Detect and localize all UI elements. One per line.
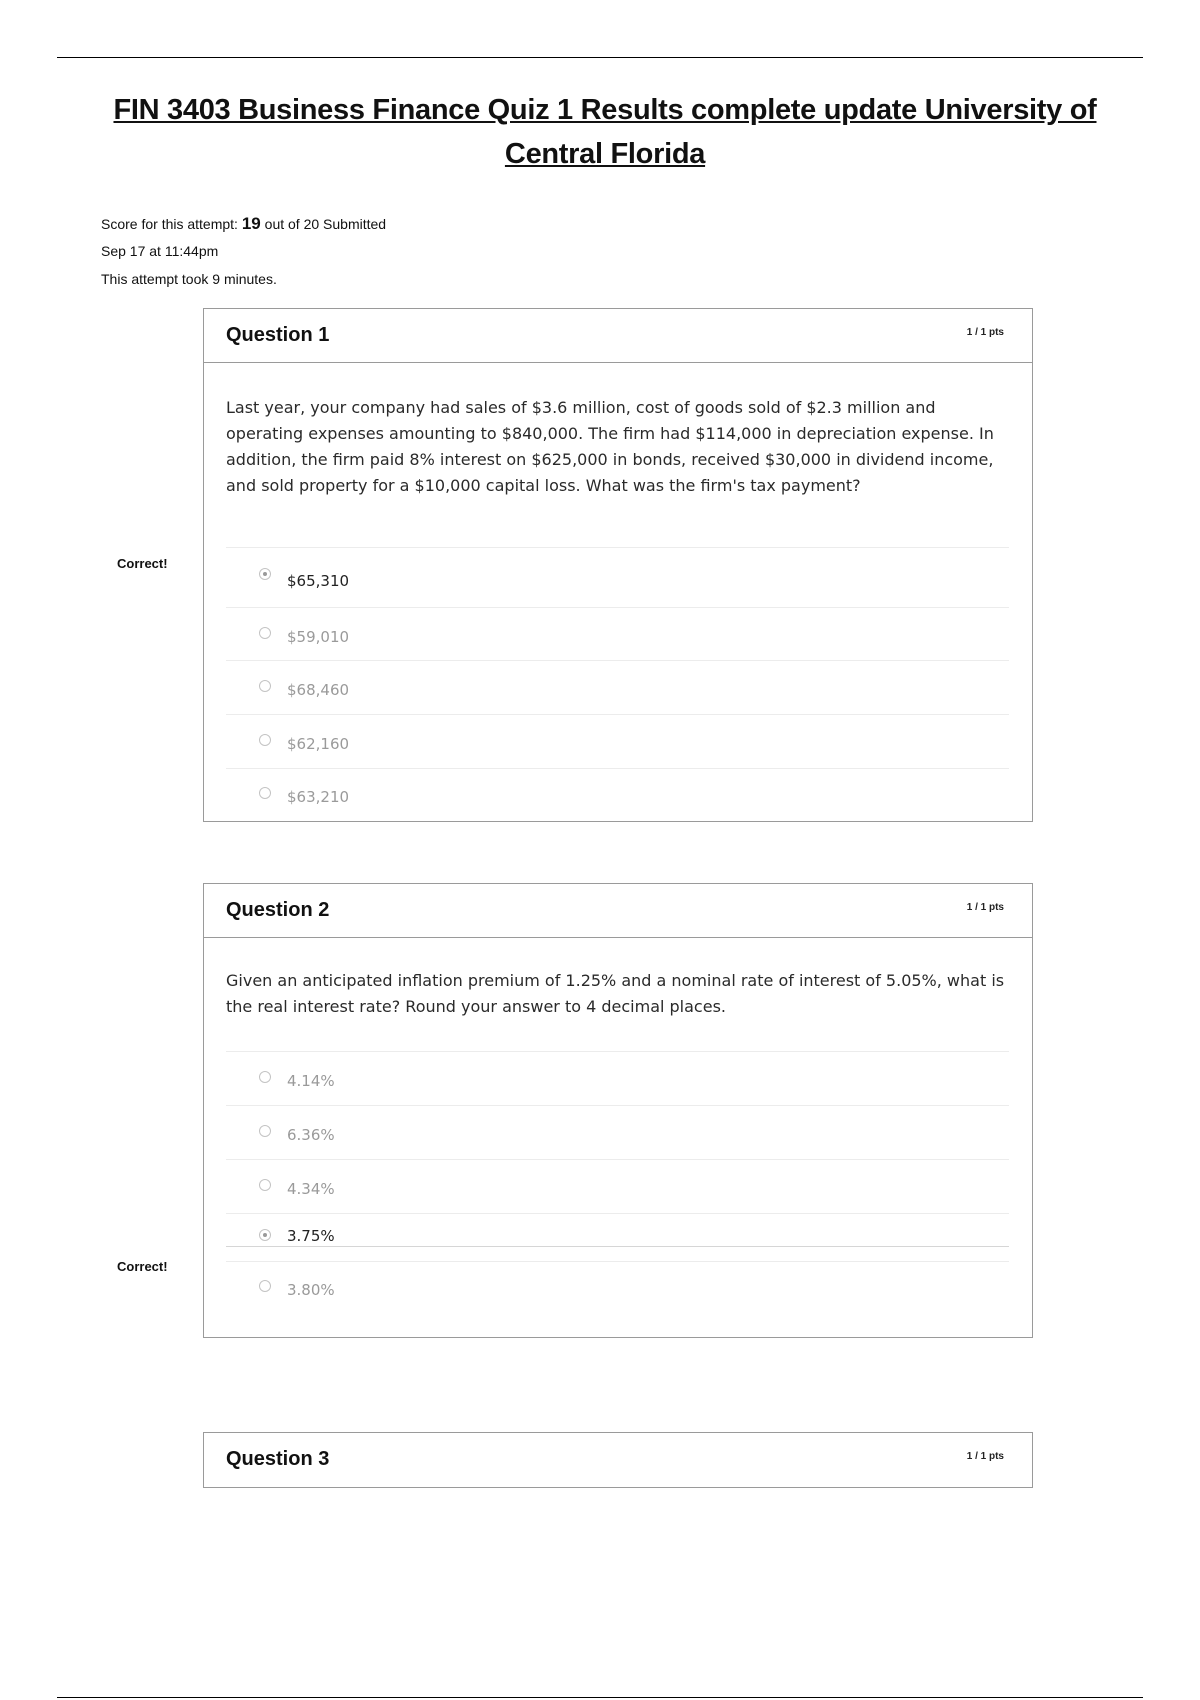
question-card-3: [203, 1432, 1033, 1488]
answer-label: $68,460: [287, 681, 350, 699]
question-header: [204, 1433, 1032, 1486]
answer-label: 3.80%: [287, 1281, 335, 1299]
answer-option[interactable]: [226, 660, 1009, 715]
document-title: FIN 3403 Business Finance Quiz 1 Results complete update University of Central Florida: [113, 94, 1097, 170]
answer-label: $65,310: [287, 572, 350, 590]
answer-option[interactable]: [226, 768, 1009, 819]
footer-rule: [57, 1697, 1143, 1698]
answer-option[interactable]: [226, 607, 1009, 662]
radio-icon[interactable]: [259, 680, 271, 692]
radio-icon[interactable]: [259, 734, 271, 746]
question-card-1: [203, 308, 1033, 822]
radio-icon[interactable]: [259, 1125, 271, 1137]
question-points: 1 / 1 pts: [966, 327, 1004, 338]
question-points: 1 / 1 pts: [966, 1451, 1004, 1462]
radio-selected-icon[interactable]: [259, 1229, 271, 1241]
question-title: Question 3: [226, 1448, 330, 1470]
score-value: 19: [241, 214, 261, 233]
answer-option[interactable]: [226, 1213, 1009, 1247]
radio-selected-icon[interactable]: [259, 568, 271, 580]
radio-icon[interactable]: [259, 627, 271, 639]
answer-option[interactable]: [226, 1159, 1009, 1214]
score-line: [101, 214, 386, 234]
answer-option[interactable]: [226, 547, 1009, 602]
question-header: [204, 884, 1032, 938]
answer-label: $62,160: [287, 735, 350, 753]
question-text: Given an anticipated inflation premium of 1.25% and a nominal rate of interest of 5.05%, what is the real interest rate? Round your answer to 4 decimal places.: [226, 971, 1005, 1016]
question-text: Last year, your company had sales of $3.6 million, cost of goods sold of $2.3 million and operating expenses amounting to $840,000. The firm had $114,000 in depreciation expense. In addition, the firm paid 8% interest on $625,000 in bonds, received $30,000 in dividend income, and sold property for a $10,000 capital loss. What was the firm's tax payment?: [226, 398, 994, 495]
question-title: Question 2: [226, 899, 330, 921]
attempt-duration: This attempt took 9 minutes.: [101, 271, 277, 287]
answer-option[interactable]: [226, 714, 1009, 769]
answer-option[interactable]: [226, 1105, 1009, 1160]
score-suffix: out of 20 Submitted: [264, 216, 387, 232]
answer-label: 4.14%: [287, 1072, 335, 1090]
answer-label: $63,210: [287, 788, 350, 806]
answer-label: 3.75%: [287, 1227, 335, 1245]
answer-label: $59,010: [287, 628, 350, 646]
radio-icon[interactable]: [259, 1071, 271, 1083]
question-points: 1 / 1 pts: [966, 902, 1004, 913]
answer-option[interactable]: [226, 1051, 1009, 1106]
header-rule: [57, 57, 1143, 58]
feedback-correct: Correct!: [117, 556, 168, 571]
submitted-date: Sep 17 at 11:44pm: [101, 243, 219, 259]
answer-label: 4.34%: [287, 1180, 335, 1198]
feedback-correct: Correct!: [117, 1259, 168, 1274]
score-label: Score for this attempt:: [101, 216, 238, 232]
question-title: Question 1: [226, 324, 330, 346]
answer-option[interactable]: [226, 1261, 1009, 1312]
question-card-2: [203, 883, 1033, 1338]
question-header: [204, 309, 1032, 363]
answer-label: 6.36%: [287, 1126, 335, 1144]
radio-icon[interactable]: [259, 1179, 271, 1191]
radio-icon[interactable]: [259, 787, 271, 799]
radio-icon[interactable]: [259, 1280, 271, 1292]
